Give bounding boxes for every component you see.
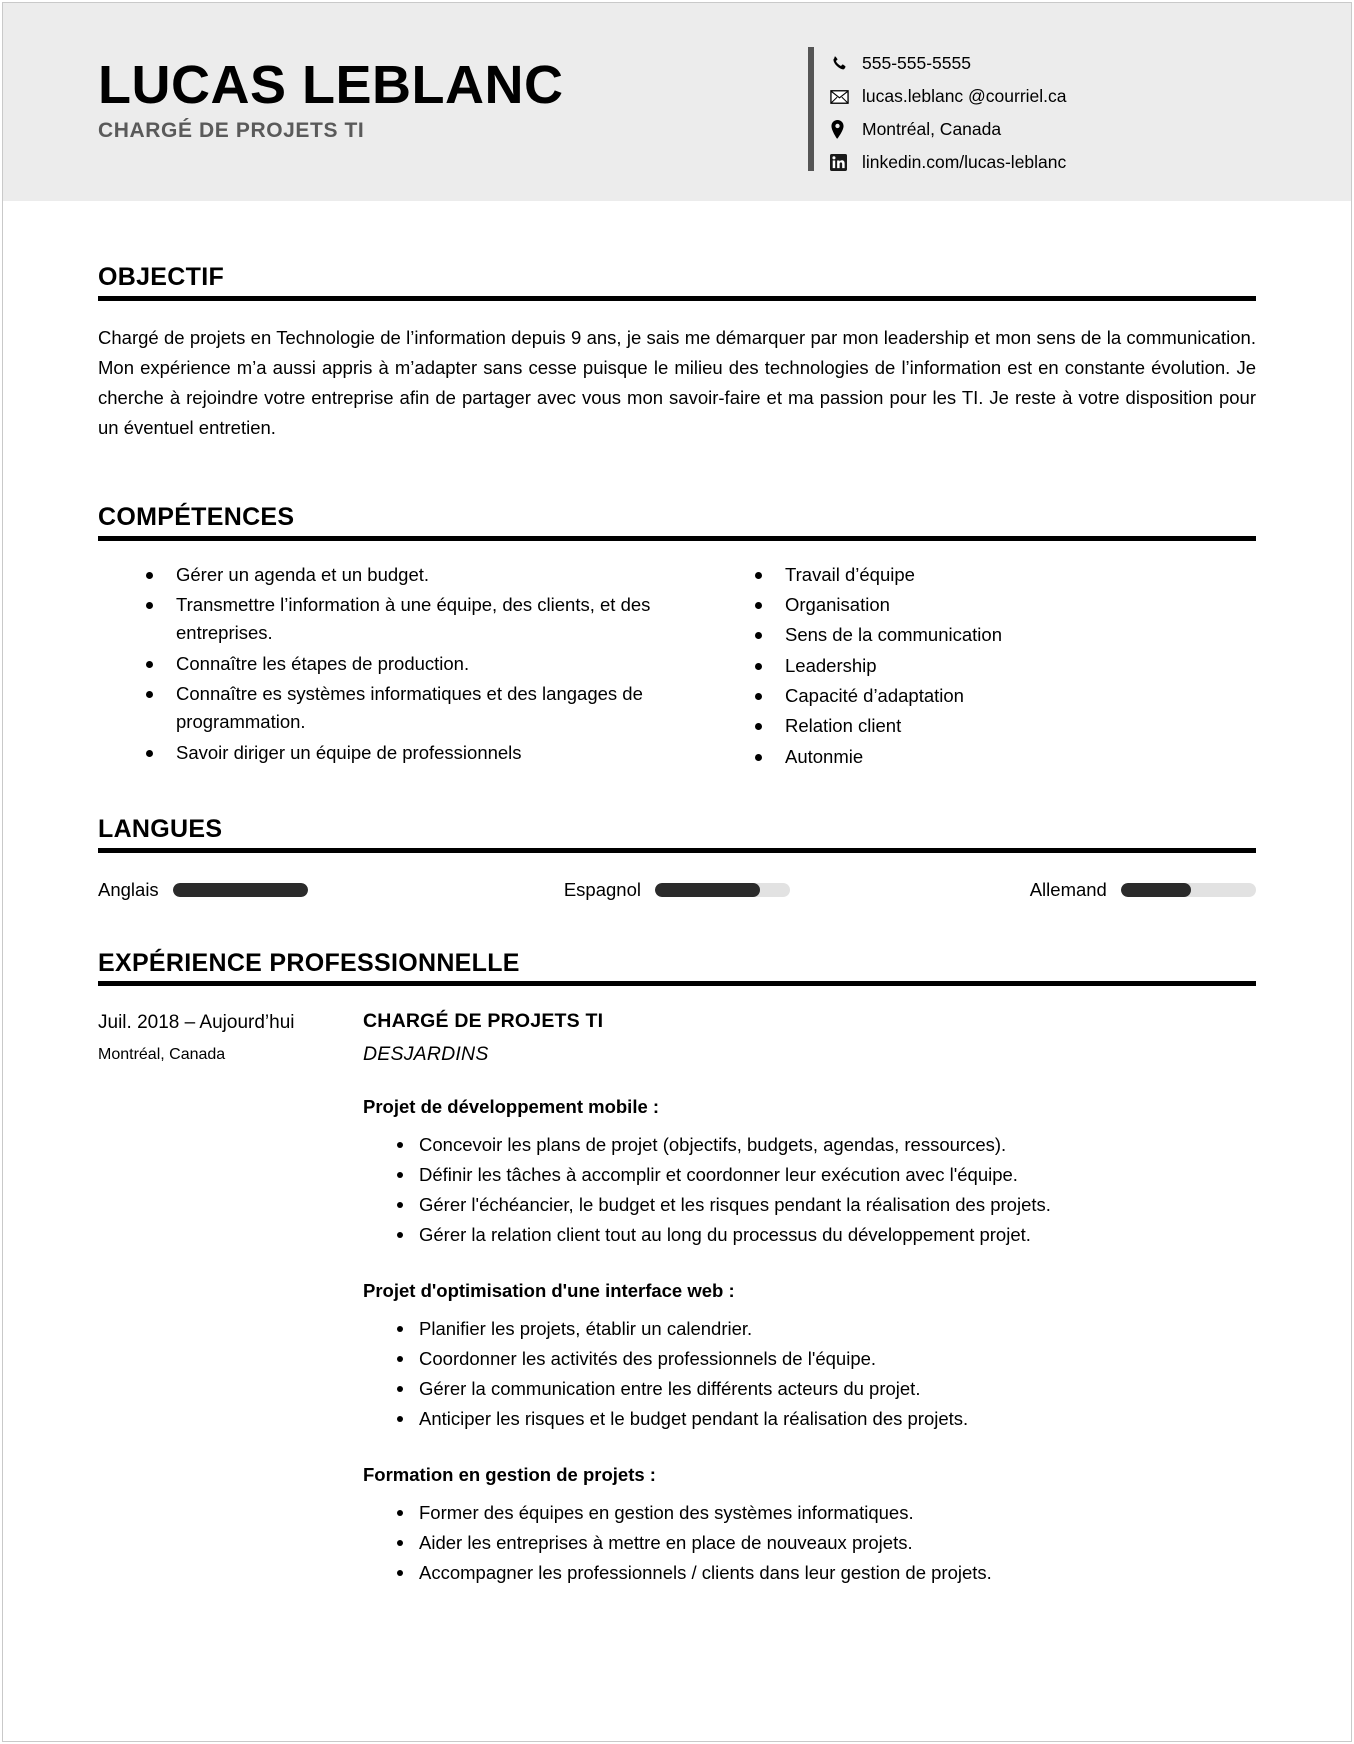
contact-linkedin-text: linkedin.com/lucas-leblanc — [862, 152, 1067, 172]
experience-details — [363, 1010, 1256, 1588]
language-label: Allemand — [1029, 878, 1107, 900]
list-item: Former des équipes en gestion des systèmes informatiques. — [363, 1498, 1256, 1528]
list-item: Autonmie — [749, 743, 1256, 771]
contact-item-email[interactable] — [830, 80, 1067, 113]
language-espagnol — [484, 879, 870, 901]
list-item: Transmettre l’information à une équipe, des clients, et des entreprises. — [140, 591, 677, 648]
resume-body — [3, 201, 1351, 1588]
experience-company: DESJARDINS — [363, 1043, 489, 1066]
language-label: Espagnol — [563, 878, 641, 900]
list-item: Anticiper les risques et le budget pendant la réalisation des projets. — [363, 1404, 1256, 1434]
list-item: Connaître les étapes de production. — [140, 650, 677, 678]
languages-spacer — [98, 773, 1256, 815]
list-item: Coordonner les activités des professionnels de l'équipe. — [363, 1344, 1256, 1374]
contact-divider — [808, 47, 814, 171]
list-item: Sens de la communication — [749, 621, 1256, 649]
header-subtitle: CHARGÉ DE PROJETS TI — [98, 119, 365, 143]
page-title: LUCAS LEBLANC — [98, 55, 564, 115]
phone-icon — [830, 55, 856, 72]
contact-list — [830, 47, 1067, 179]
envelope-icon — [830, 90, 856, 104]
experience-dates: Juil. 2018 – Aujourd’hui — [98, 1012, 295, 1034]
section-languages — [98, 815, 1256, 901]
location-pin-icon — [830, 120, 856, 139]
identity-block — [98, 55, 564, 143]
project-title: Projet de développement mobile : — [363, 1096, 660, 1118]
section-skills — [98, 503, 1256, 773]
language-level-fill — [1121, 883, 1191, 897]
skills-list-right — [749, 561, 1256, 771]
resume-sheet — [2, 2, 1352, 1742]
language-level-bar — [173, 883, 308, 897]
experience-location: Montréal, Canada — [98, 1046, 226, 1064]
contact-phone-text: 555-555-5555 — [862, 53, 971, 73]
language-level-bar — [655, 883, 790, 897]
experience-role: CHARGÉ DE PROJETS TI — [363, 1010, 604, 1033]
skills-columns — [98, 561, 1256, 773]
list-item: Accompagner les professionnels / clients dans leur gestion de projets. — [363, 1558, 1256, 1588]
list-item: Définir les tâches à accomplir et coordonner leur exécution avec l'équipe. — [363, 1160, 1256, 1190]
experience-meta — [98, 1010, 363, 1588]
project-title: Formation en gestion de projets : — [363, 1464, 656, 1486]
list-item: Aider les entreprises à mettre en place de nouveaux projets. — [363, 1528, 1256, 1558]
contact-item-location[interactable] — [830, 113, 1067, 146]
list-item: Relation client — [749, 712, 1256, 740]
project-title: Projet d'optimisation d'une interface web : — [363, 1280, 735, 1302]
section-heading-skills: COMPÉTENCES — [98, 503, 295, 532]
language-allemand — [870, 879, 1256, 901]
contact-item-linkedin[interactable] — [830, 146, 1067, 179]
contact-location-text: Montréal, Canada — [862, 119, 1002, 139]
list-item: Travail d’équipe — [749, 561, 1256, 589]
section-experience — [98, 949, 1256, 1588]
list-item: Gérer la relation client tout au long du processus du développement projet. — [363, 1220, 1256, 1250]
resume-header — [3, 3, 1351, 201]
section-heading-experience: EXPÉRIENCE PROFESSIONNELLE — [98, 948, 520, 977]
list-item: Gérer l'échéancier, le budget et les risques pendant la réalisation des projets. — [363, 1190, 1256, 1220]
skills-spacer — [98, 461, 1256, 503]
section-objective — [98, 263, 1256, 443]
section-heading-objective: OBJECTIF — [98, 263, 225, 291]
contact-item-phone[interactable] — [830, 47, 1067, 80]
list-item: Planifier les projets, établir un calendrier. — [363, 1314, 1256, 1344]
list-item: Connaître es systèmes informatiques et des langages de programmation. — [140, 680, 677, 737]
contact-email-text: lucas.leblanc @courriel.ca — [862, 86, 1067, 106]
project-bullets — [363, 1498, 1256, 1588]
objective-paragraph: Chargé de projets en Technologie de l’information depuis 9 ans, je sais me démarquer par mon leadership et mon sens de la communication. Mon expérience m’a aussi appris à m’adapter sans cesse puisque le milieu des technologies de l’information est en constante évolution. Je cherche à rejoindre votre entreprise afin de partager avec vous mon savoir-faire et ma passion pour les TI. Je reste à votre disposition pour un éventuel entretien. — [98, 326, 1256, 438]
section-rule-skills — [98, 536, 1256, 541]
contact-block — [808, 47, 1067, 179]
language-anglais — [98, 879, 484, 901]
experience-entry — [98, 1010, 1256, 1588]
objective-spacer — [98, 201, 1256, 263]
project-bullets — [363, 1130, 1256, 1250]
project-bullets — [363, 1314, 1256, 1434]
skills-column-left — [98, 561, 677, 773]
language-level-fill — [173, 883, 308, 897]
list-item: Gérer un agenda et un budget. — [140, 561, 677, 589]
languages-row — [98, 879, 1256, 901]
section-rule-objective — [98, 296, 1256, 301]
skills-list-left — [140, 561, 677, 767]
section-rule-languages — [98, 848, 1256, 853]
list-item: Concevoir les plans de projet (objectifs, budgets, agendas, ressources). — [363, 1130, 1256, 1160]
skills-column-right — [677, 561, 1256, 773]
list-item: Capacité d’adaptation — [749, 682, 1256, 710]
linkedin-icon — [830, 154, 856, 171]
experience-spacer — [98, 901, 1256, 949]
section-heading-languages: LANGUES — [98, 814, 223, 843]
language-level-fill — [655, 883, 760, 897]
list-item: Savoir diriger un équipe de professionnels — [140, 739, 677, 767]
list-item: Organisation — [749, 591, 1256, 619]
list-item: Leadership — [749, 652, 1256, 680]
language-level-bar — [1121, 883, 1256, 897]
list-item: Gérer la communication entre les différents acteurs du projet. — [363, 1374, 1256, 1404]
section-rule-experience — [98, 981, 1256, 986]
language-label: Anglais — [98, 878, 159, 900]
